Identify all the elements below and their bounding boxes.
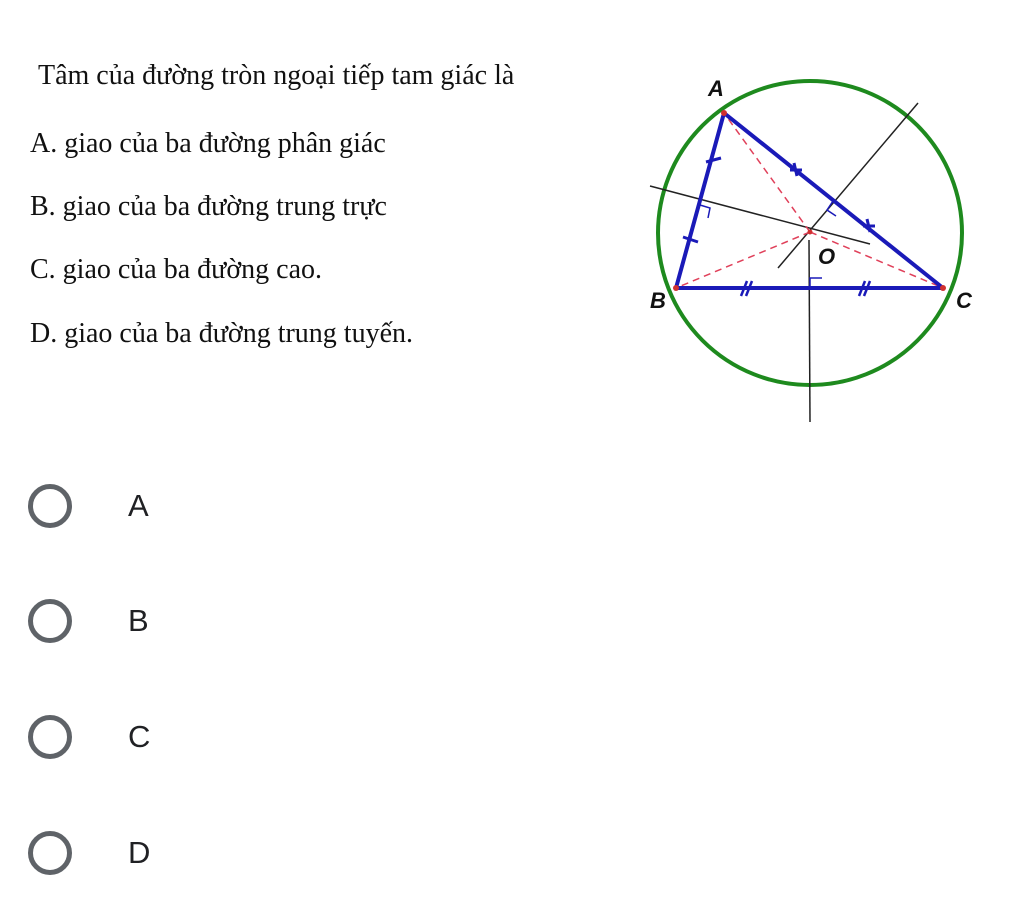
option-d[interactable] (28, 813, 428, 893)
radio-button-d[interactable] (28, 831, 72, 875)
question-image (0, 0, 1024, 440)
radio-button-b[interactable] (28, 599, 72, 643)
option-c-label: C (128, 719, 151, 754)
label-c: C (956, 288, 972, 313)
option-b[interactable] (28, 581, 428, 661)
radio-button-a[interactable] (28, 484, 72, 528)
vertex-c-dot (940, 285, 946, 291)
bisector-bc (809, 240, 810, 422)
tick-ab-upper (706, 158, 721, 162)
choice-a-text: A. giao của ba đường phân giác (30, 128, 386, 159)
question-stem: Tâm của đường tròn ngoại tiếp tam giác là (38, 60, 515, 91)
option-c[interactable] (28, 697, 428, 777)
bisector-ac (778, 103, 918, 268)
label-b: B (650, 288, 666, 313)
choice-d-text: D. giao của ba đường trung tuyến. (30, 318, 414, 349)
vertex-a-dot (721, 110, 727, 116)
circumcircle-figure (0, 0, 1024, 440)
tick-ac-upper-b (794, 163, 797, 176)
choice-b-text: B. giao của ba đường trung trực (30, 191, 387, 222)
center-o-dot (808, 230, 813, 235)
vertex-b-dot (673, 285, 679, 291)
bisector-ab (650, 186, 870, 244)
label-a: A (708, 76, 724, 101)
option-b-label: B (128, 603, 149, 638)
radio-button-c[interactable] (28, 715, 72, 759)
option-d-label: D (128, 835, 151, 870)
option-a-label: A (128, 488, 149, 523)
choice-c-text: C. giao của ba đường cao. (30, 254, 323, 285)
label-o: O (818, 244, 836, 269)
option-a[interactable] (28, 466, 428, 546)
right-angle-mark-ab (700, 205, 710, 218)
